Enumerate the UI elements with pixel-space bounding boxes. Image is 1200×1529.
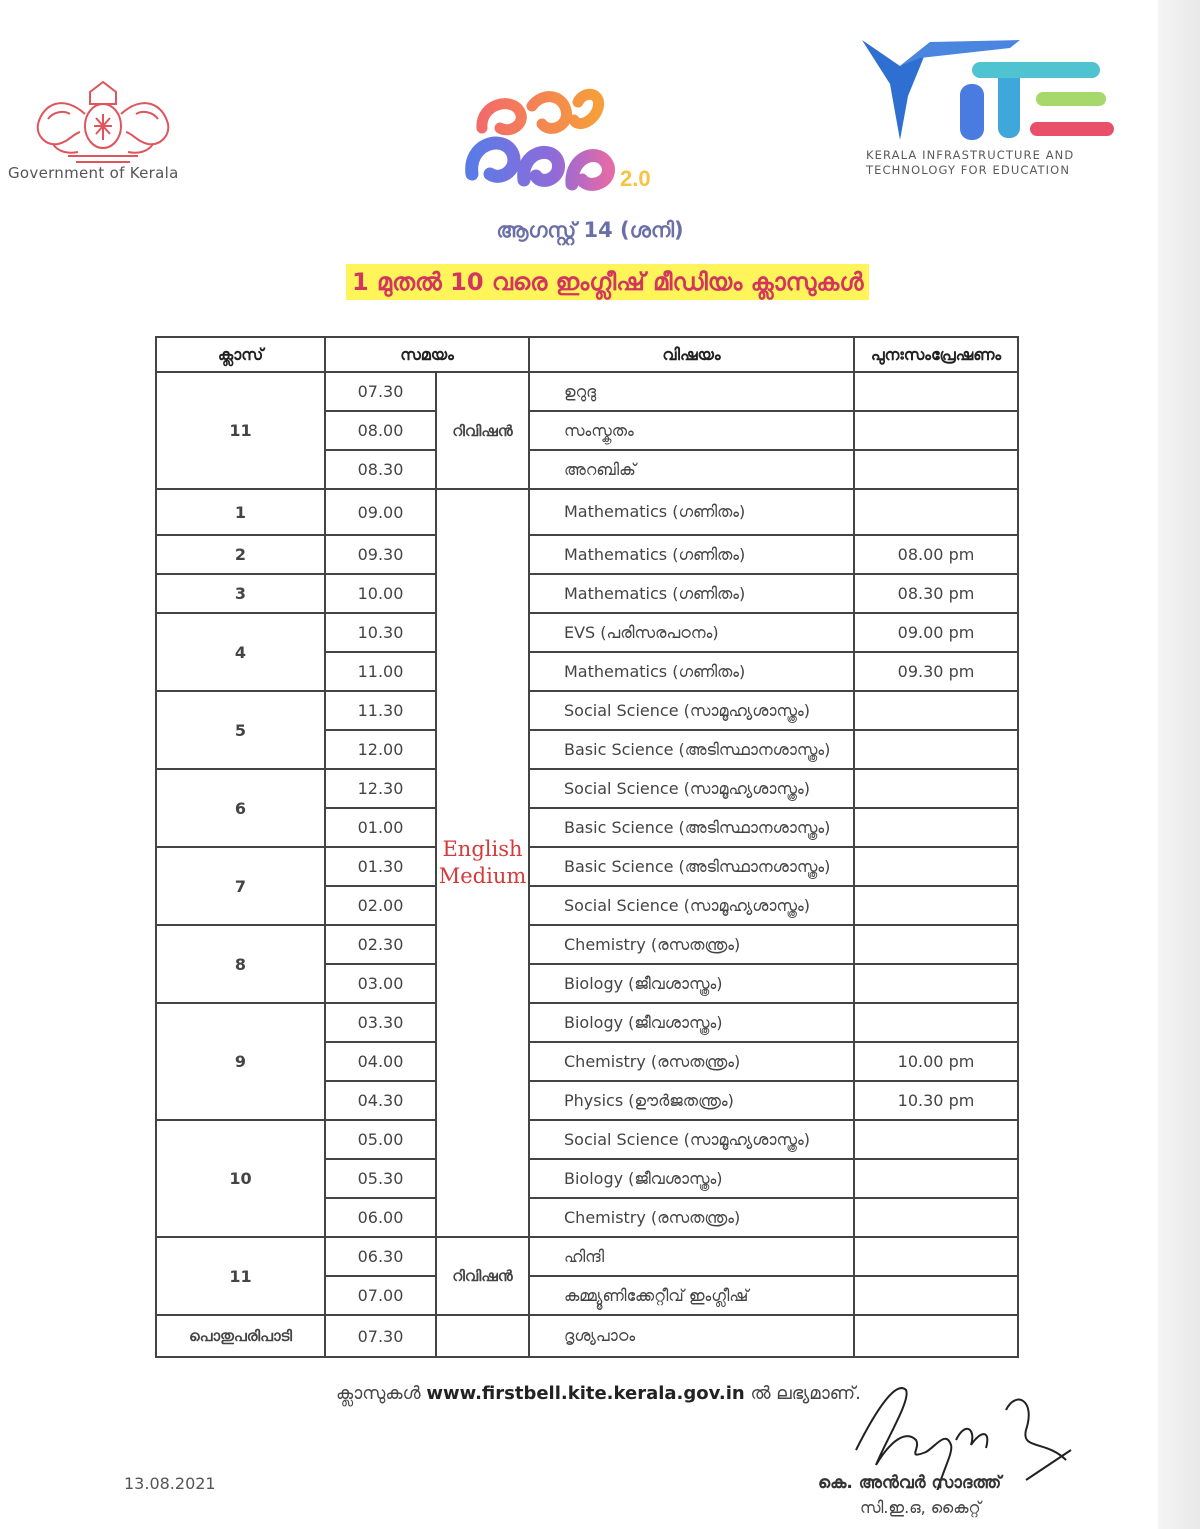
rebroadcast-cell: 08.30 pm (854, 574, 1018, 613)
time-cell: 04.30 (325, 1081, 436, 1120)
category-cell-revision: റിവിഷൻ (436, 372, 529, 489)
class-cell: 10 (156, 1120, 325, 1237)
class-cell: 7 (156, 847, 325, 925)
time-cell: 11.00 (325, 652, 436, 691)
subject-cell: Mathematics (ഗണിതം) (529, 574, 854, 613)
category-cell-empty (436, 1315, 529, 1357)
footer-text-before: ക്ലാസുകൾ (336, 1383, 421, 1404)
subject-cell: EVS (പരിസരപഠനം) (529, 613, 854, 652)
time-cell: 07.30 (325, 1315, 436, 1357)
subject-cell: Physics (ഊർജതന്ത്രം) (529, 1081, 854, 1120)
footer-text-after: ൽ ലഭ്യമാണ്. (750, 1383, 861, 1404)
subject-cell: Social Science (സാമൂഹ്യശാസ്ത്രം) (529, 886, 854, 925)
rebroadcast-cell (854, 450, 1018, 489)
subject-cell: സംസ്കൃതം (529, 411, 854, 450)
table-header-row (156, 337, 1018, 372)
subject-cell: ദൃശ്യപാഠം (529, 1315, 854, 1357)
rebroadcast-cell (854, 691, 1018, 730)
subject-cell: കമ്മ്യൂണിക്കേറ്റീവ് ഇംഗ്ലീഷ് (529, 1276, 854, 1315)
time-cell: 12.00 (325, 730, 436, 769)
subject-cell: Basic Science (അടിസ്ഥാനശാസ്ത്രം) (529, 847, 854, 886)
kerala-emblem-icon (28, 74, 178, 166)
signer-role: സി.ഇ.ഒ, കൈറ്റ് (860, 1498, 981, 1517)
table-row (156, 1237, 1018, 1276)
kite-logo (860, 36, 1120, 146)
rebroadcast-cell (854, 964, 1018, 1003)
subject-cell: Chemistry (രസതന്ത്രം) (529, 1042, 854, 1081)
rebroadcast-cell (854, 1198, 1018, 1237)
time-cell: 06.00 (325, 1198, 436, 1237)
table-row (156, 691, 1018, 730)
table-row (156, 1003, 1018, 1042)
subject-cell: Mathematics (ഗണിതം) (529, 535, 854, 574)
rebroadcast-cell (854, 1276, 1018, 1315)
rebroadcast-cell (854, 489, 1018, 535)
subject-cell: ഉറുദു (529, 372, 854, 411)
column-header-time: സമയം (325, 337, 529, 372)
time-cell: 07.00 (325, 1276, 436, 1315)
rebroadcast-cell (854, 847, 1018, 886)
subject-cell: Biology (ജീവശാസ്ത്രം) (529, 1003, 854, 1042)
rebroadcast-cell (854, 730, 1018, 769)
subject-cell: Mathematics (ഗണിതം) (529, 489, 854, 535)
kite-caption (866, 148, 1126, 178)
time-cell: 11.30 (325, 691, 436, 730)
page-edge-shadow (1158, 0, 1200, 1529)
class-cell: 1 (156, 489, 325, 535)
subject-cell: Chemistry (രസതന്ത്രം) (529, 925, 854, 964)
time-cell: 08.00 (325, 411, 436, 450)
time-cell: 04.00 (325, 1042, 436, 1081)
kite-caption-line2: TECHNOLOGY FOR EDUCATION (866, 163, 1071, 177)
rebroadcast-cell: 09.30 pm (854, 652, 1018, 691)
subject-cell: Biology (ജീവശാസ്ത്രം) (529, 964, 854, 1003)
time-cell: 02.30 (325, 925, 436, 964)
kite-caption-line1: KERALA INFRASTRUCTURE AND (866, 148, 1075, 162)
class-cell: പൊതുപരിപാടി (156, 1315, 325, 1357)
time-cell: 06.30 (325, 1237, 436, 1276)
table-row (156, 372, 1018, 411)
table-row (156, 574, 1018, 613)
logo-version: 2.0 (620, 166, 651, 191)
rebroadcast-cell (854, 372, 1018, 411)
subject-cell: Mathematics (ഗണിതം) (529, 652, 854, 691)
table-row (156, 847, 1018, 886)
subject-cell: Social Science (സാമൂഹ്യശാസ്ത്രം) (529, 769, 854, 808)
column-header-class: ക്ലാസ് (156, 337, 325, 372)
sub-heading: 1 മുതൽ 10 വരെ ഇംഗ്ലീഷ് മീഡിയം ക്ലാസുകൾ (346, 264, 869, 300)
rebroadcast-cell: 09.00 pm (854, 613, 1018, 652)
class-cell: 9 (156, 1003, 325, 1120)
class-cell: 6 (156, 769, 325, 847)
rebroadcast-cell: 10.30 pm (854, 1081, 1018, 1120)
subject-cell: അറബിക് (529, 450, 854, 489)
date-heading: ആഗസ്റ്റ് 14 (ശനി) (496, 218, 684, 242)
rebroadcast-cell (854, 1003, 1018, 1042)
time-cell: 03.30 (325, 1003, 436, 1042)
rebroadcast-cell (854, 1120, 1018, 1159)
rebroadcast-cell (854, 1237, 1018, 1276)
government-label: Government of Kerala (8, 164, 179, 182)
time-cell: 01.30 (325, 847, 436, 886)
table-row (156, 535, 1018, 574)
rebroadcast-cell (854, 886, 1018, 925)
table-row (156, 489, 1018, 535)
category-cell-english-medium: English Medium (436, 489, 529, 1237)
class-cell: 5 (156, 691, 325, 769)
time-cell: 10.00 (325, 574, 436, 613)
table-row (156, 769, 1018, 808)
first-bell-logo (462, 82, 672, 200)
footer-note (336, 1383, 896, 1404)
footer-url-link[interactable]: www.firstbell.kite.kerala.gov.in (426, 1383, 745, 1404)
rebroadcast-cell (854, 411, 1018, 450)
subject-cell: Basic Science (അടിസ്ഥാനശാസ്ത്രം) (529, 808, 854, 847)
signature-image (836, 1370, 1086, 1490)
class-cell: 4 (156, 613, 325, 691)
rebroadcast-cell (854, 1315, 1018, 1357)
time-cell: 01.00 (325, 808, 436, 847)
class-cell: 2 (156, 535, 325, 574)
time-cell: 08.30 (325, 450, 436, 489)
class-cell: 11 (156, 1237, 325, 1315)
time-cell: 03.00 (325, 964, 436, 1003)
rebroadcast-cell (854, 808, 1018, 847)
subject-cell: Social Science (സാമൂഹ്യശാസ്ത്രം) (529, 1120, 854, 1159)
rebroadcast-cell: 08.00 pm (854, 535, 1018, 574)
time-cell: 05.00 (325, 1120, 436, 1159)
class-cell: 8 (156, 925, 325, 1003)
rebroadcast-cell (854, 769, 1018, 808)
time-cell: 02.00 (325, 886, 436, 925)
subject-cell: ഹിന്ദി (529, 1237, 854, 1276)
table-row (156, 925, 1018, 964)
time-cell: 12.30 (325, 769, 436, 808)
time-cell: 05.30 (325, 1159, 436, 1198)
time-cell: 10.30 (325, 613, 436, 652)
subject-cell: Basic Science (അടിസ്ഥാനശാസ്ത്രം) (529, 730, 854, 769)
class-cell: 3 (156, 574, 325, 613)
subject-cell: Social Science (സാമൂഹ്യശാസ്ത്രം) (529, 691, 854, 730)
rebroadcast-cell (854, 925, 1018, 964)
signer-name: കെ. അൻവർ സാദത്ത് (818, 1473, 1002, 1493)
rebroadcast-cell: 10.00 pm (854, 1042, 1018, 1081)
table-row (156, 613, 1018, 652)
time-cell: 09.30 (325, 535, 436, 574)
column-header-rebroadcast: പുനഃസംപ്രേഷണം (854, 337, 1018, 372)
schedule-body (156, 372, 1018, 1357)
table-row (156, 1120, 1018, 1159)
subject-cell: Biology (ജീവശാസ്ത്രം) (529, 1159, 854, 1198)
class-cell: 11 (156, 372, 325, 489)
rebroadcast-cell (854, 1159, 1018, 1198)
document-date: 13.08.2021 (124, 1474, 216, 1493)
table-row (156, 1315, 1018, 1357)
time-cell: 07.30 (325, 372, 436, 411)
column-header-subject: വിഷയം (529, 337, 854, 372)
time-cell: 09.00 (325, 489, 436, 535)
subject-cell: Chemistry (രസതന്ത്രം) (529, 1198, 854, 1237)
schedule-table (155, 336, 1019, 1358)
category-cell-revision: റിവിഷൻ (436, 1237, 529, 1315)
